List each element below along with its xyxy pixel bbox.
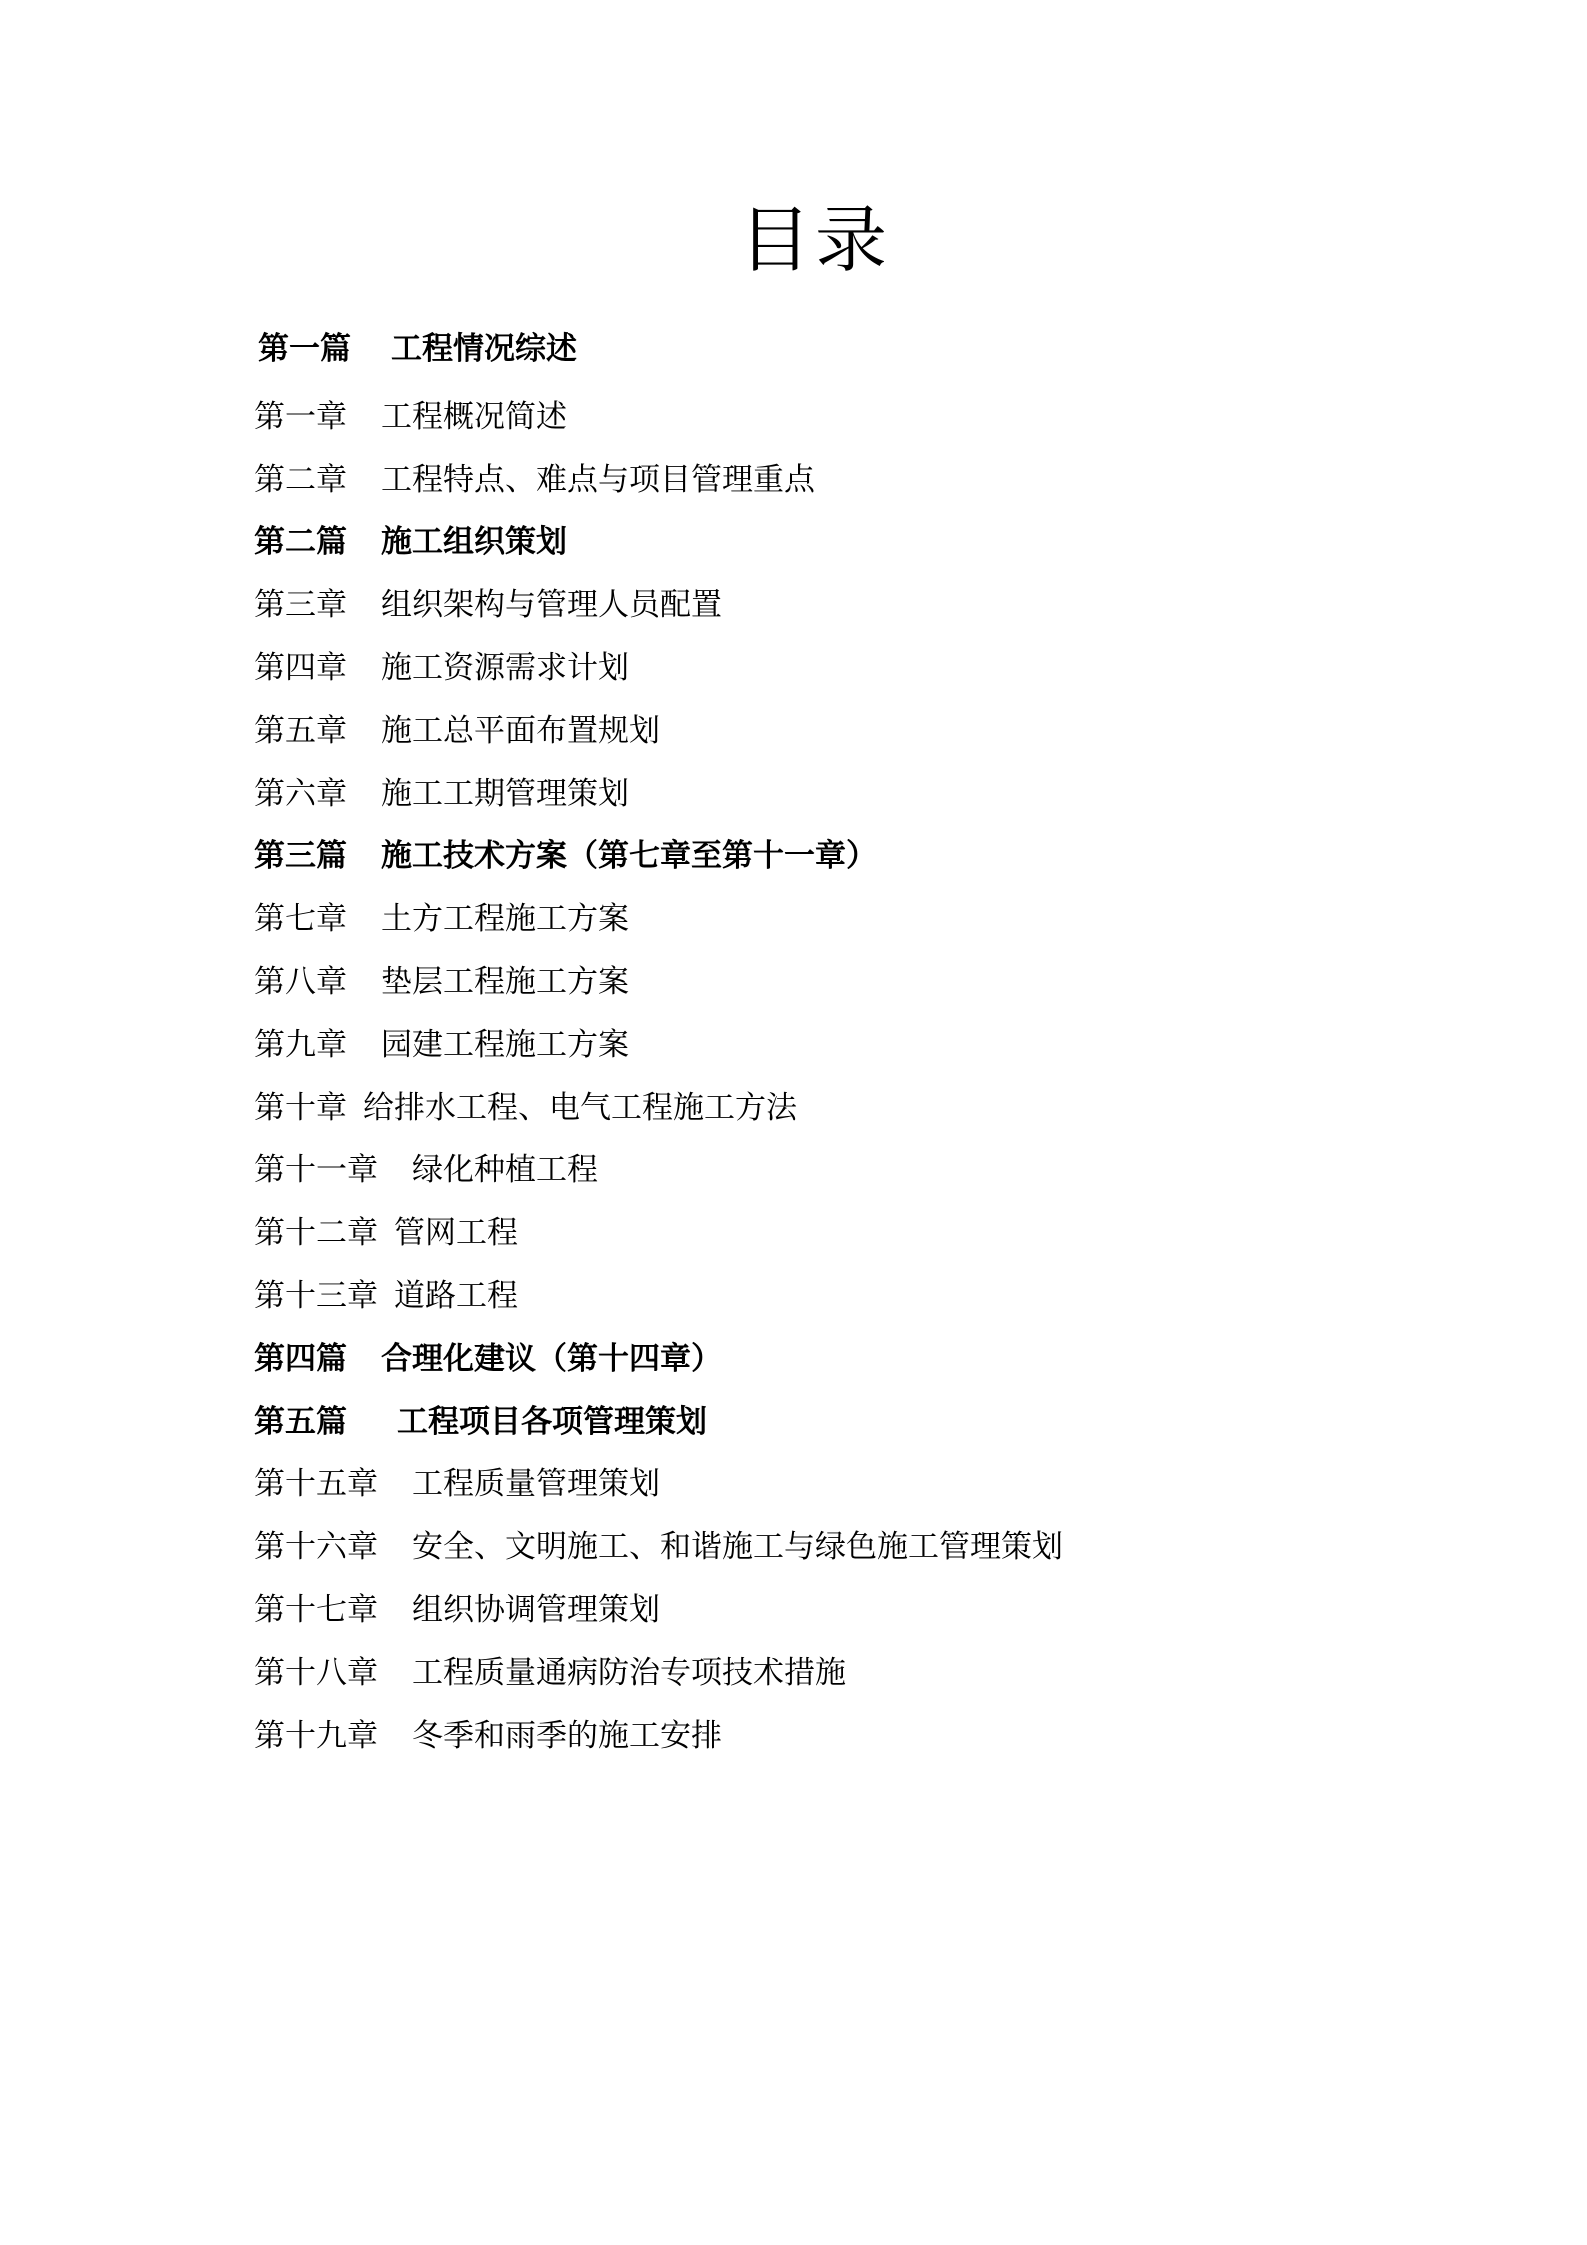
toc-entry-number: 第十一章 [254,1152,378,1189]
toc-chapter-item[interactable] [254,445,1454,508]
toc-entry-number: 第四篇 [254,1340,347,1377]
toc-entry-title: 合理化建议（第十四章） [381,1340,722,1377]
toc-entry-title: 工程特点、难点与项目管理重点 [381,461,815,498]
toc-chapter-item[interactable] [254,1512,1454,1575]
toc-entry-title: 工程质量通病防治专项技术措施 [412,1654,846,1691]
toc-entry-number: 第七章 [254,901,347,938]
toc-chapter-item[interactable] [254,1575,1454,1638]
toc-entry-number: 第八章 [254,964,347,1001]
toc-chapter-item[interactable] [254,1073,1454,1136]
toc-entry-number: 第十九章 [254,1717,378,1754]
toc-entry-number: 第十七章 [254,1592,378,1629]
toc-entry-number: 第九章 [254,1026,347,1063]
toc-entry-number: 第十三章 [254,1278,378,1315]
toc-chapter-item[interactable] [254,1198,1454,1261]
toc-entry-number: 第四章 [254,650,347,687]
toc-part-item[interactable] [254,508,1454,571]
toc-entry-title: 给排水工程、电气工程施工方法 [363,1089,797,1126]
toc-entry-title: 园建工程施工方案 [381,1026,629,1063]
toc-chapter-item[interactable] [254,696,1454,759]
toc-entry-number: 第十五章 [254,1466,378,1503]
toc-part-item[interactable] [254,1324,1454,1387]
toc-part-item[interactable] [258,308,1454,382]
toc-chapter-item[interactable] [254,1136,1454,1199]
toc-entry-title: 土方工程施工方案 [381,901,629,938]
toc-chapter-item[interactable] [254,1010,1454,1073]
toc-entry-title: 施工组织策划 [381,524,567,561]
toc-entry-number: 第三篇 [254,838,347,875]
toc-chapter-item[interactable] [254,382,1454,445]
toc-entry-number: 第一章 [254,398,347,435]
toc-entry-title: 施工资源需求计划 [381,650,629,687]
toc-entry-title: 冬季和雨季的施工安排 [412,1717,722,1754]
toc-chapter-item[interactable] [254,633,1454,696]
toc-entry-number: 第十章 [254,1089,347,1126]
toc-entry-title: 工程概况简述 [381,398,567,435]
toc-chapter-item[interactable] [254,759,1454,822]
toc-entry-title: 施工工期管理策划 [381,775,629,812]
toc-entry-number: 第十二章 [254,1215,378,1252]
toc-entry-number: 第十八章 [254,1654,378,1691]
toc-entry-number: 第一篇 [258,330,351,367]
toc-entry-title: 工程质量管理策划 [412,1466,660,1503]
toc-entry-title: 安全、文明施工、和谐施工与绿色施工管理策划 [412,1529,1063,1566]
toc-entry-title: 施工技术方案（第七章至第十一章） [381,838,877,875]
toc-chapter-item[interactable] [254,1638,1454,1701]
toc-entry-title: 绿化种植工程 [412,1152,598,1189]
toc-part-item[interactable] [254,1387,1454,1450]
toc-chapter-item[interactable] [254,1701,1454,1764]
toc-entry-number: 第十六章 [254,1529,378,1566]
toc-entry-number: 第五篇 [254,1403,347,1440]
toc-entry-number: 第五章 [254,712,347,749]
toc-entry-number: 第二篇 [254,524,347,561]
table-of-contents [254,308,1454,1764]
toc-entry-number: 第三章 [254,587,347,624]
toc-chapter-item[interactable] [254,1261,1454,1324]
page-title: 目录 [738,198,891,282]
toc-entry-title: 施工总平面布置规划 [381,712,660,749]
toc-entry-title: 工程项目各项管理策划 [397,1403,707,1440]
toc-entry-number: 第六章 [254,775,347,812]
toc-entry-title: 组织协调管理策划 [412,1592,660,1629]
toc-entry-title: 道路工程 [394,1278,518,1315]
toc-chapter-item[interactable] [254,884,1454,947]
toc-entry-title: 组织架构与管理人员配置 [381,587,722,624]
toc-chapter-item[interactable] [254,570,1454,633]
toc-chapter-item[interactable] [254,1450,1454,1513]
toc-entry-number: 第二章 [254,461,347,498]
toc-chapter-item[interactable] [254,947,1454,1010]
toc-entry-title: 管网工程 [394,1215,518,1252]
toc-entry-title: 垫层工程施工方案 [381,964,629,1001]
toc-part-item[interactable] [254,822,1454,885]
toc-entry-title: 工程情况综述 [391,330,577,367]
